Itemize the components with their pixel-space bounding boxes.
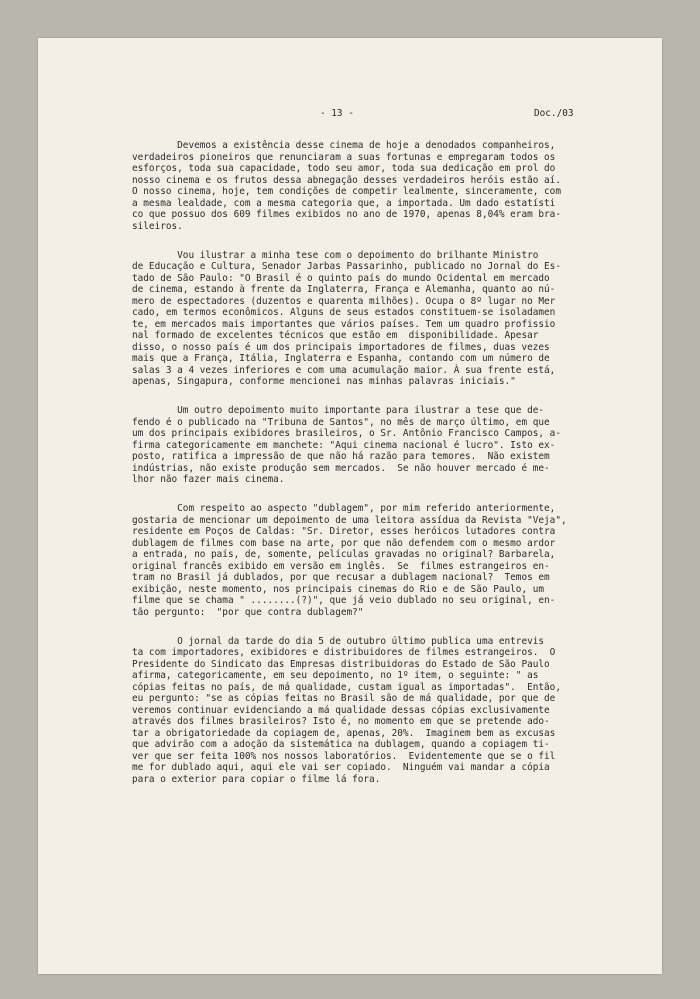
text-line: nosso cinema e os frutos dessa abnegação desses verdadeiros heróis estão aí. <box>132 174 561 186</box>
text-line: firma categoricamente em manchete: "Aqui cinema nacional é lucro". Isto ex- <box>132 439 556 451</box>
text-line: a mesma lealdade, com a mesma categoria que, a importada. Um dado estatísti <box>132 197 556 209</box>
text-line: Devemos a existência desse cinema de hoje a denodados companheiros, <box>132 140 556 151</box>
text-line: veremos continuar evidenciando a má qualidade dessas cópias exclusivamente <box>132 704 550 716</box>
document-page <box>38 38 662 974</box>
text-line: esforços, toda sua capacidade, todo seu amor, toda sua dedicação em prol do <box>132 163 556 174</box>
paragraph <box>132 405 608 486</box>
text-line: Vou ilustrar a minha tese com o depoimento do brilhante Ministro <box>132 249 539 261</box>
text-line: que advirão com a adoção da sistemática na dublagem, quando a copiagem ti- <box>132 739 550 750</box>
text-line: O jornal da tarde do dia 5 de outubro último publica uma entrevis <box>132 635 545 647</box>
text-line: posto, ratifica a impressão de que não há razão para temores. Não existem <box>132 451 550 462</box>
text-line: a entrada, no país, de, somente, películas gravadas no original? Barbarela, <box>132 549 556 560</box>
text-line: através dos filmes brasileiros? Isto é, no momento em que se pretende ado- <box>132 716 550 727</box>
text-line: Um outro depoimento muito importante para ilustrar a tese que de- <box>132 405 545 416</box>
text-line: residente em Poços de Caldas: "Sr. Diretor, esses heróicos lutadores contra <box>132 526 556 537</box>
paragraph <box>132 503 608 618</box>
text-line: mais que a França, Itália, Inglaterra e Espanha, contando com um número de <box>132 353 550 364</box>
text-line: disso, o nosso país é um dos principais importadores de filmes, duas vezes <box>132 341 550 353</box>
paragraph <box>132 250 608 388</box>
text-line: apenas, Singapura, conforme mencionei nas minhas palavras iniciais." <box>132 376 516 387</box>
text-line: filme que se chama " ........(?)", que já veio dublado no seu original, en- <box>132 595 556 606</box>
text-line: eu pergunto: "se as cópias feitas no Brasil são de má qualidade, por que de <box>132 693 556 704</box>
text-line: nal formado de excelentes técnicos que estão em disponibilidade. Apesar <box>132 330 539 341</box>
text-line: me for dublado aqui, aqui ele vai ser copiado. Ninguém vai mandar a cópia <box>132 762 550 773</box>
text-line: de cinema, estando à frente da Inglaterra, França e Alemanha, quanto ao nú- <box>132 284 556 295</box>
text-line: Com respeito ao aspecto "dublagem", por mim referido anteriormente, <box>132 503 556 514</box>
text-line: lhor não fazer mais cinema. <box>132 474 285 485</box>
text-line: gostaria de mencionar um depoimento de uma leitora assídua da Revista "Veja", <box>132 514 567 526</box>
text-line: tar a obrigatoriedade da copiagem de, apenas, 20%. Imaginem bem as excusas <box>132 727 556 739</box>
text-line: cado, em termos econômicos. Alguns de seus estados constituem-se isoladamen <box>132 307 556 318</box>
text-line: sileiros. <box>132 220 183 232</box>
text-line: O nosso cinema, hoje, tem condições de competir lealmente, sinceramente, com <box>132 186 561 197</box>
text-line: ta com importadores, exibidores e distribuidores de filmes estrangeiros. O <box>132 647 556 658</box>
text-line: indústrias, não existe produção sem mercados. Se não houver mercado é me- <box>132 462 550 474</box>
text-line: salas 3 a 4 vezes inferiores e com uma acumulação maior. À sua frente está, <box>132 364 556 376</box>
text-line: exibição, neste momento, nos principais cinemas do Rio e de São Paulo, um <box>132 583 545 595</box>
text-line: afirma, categoricamente, em seu depoimento, no 1º item, o seguinte: " as <box>132 670 539 681</box>
page-number: - 13 - <box>320 108 354 119</box>
text-line: de Educação e Cultura, Senador Jarbas Passarinho, publicado no Jornal do Es- <box>132 261 561 272</box>
text-line: um dos principais exibidores brasileiros, o Sr. Antônio Francisco Campos, a- <box>132 428 561 439</box>
paragraph <box>132 636 608 786</box>
text-line: mero de espectadores (duzentos e quarenta milhões). Ocupa o 8º lugar no Mer <box>132 295 556 307</box>
text-line: original francês exibido em versão em inglês. Se filmes estrangeiros en- <box>132 560 550 572</box>
document-reference: Doc./03 <box>534 108 574 119</box>
paragraph <box>132 140 608 232</box>
text-line: tão pergunto: "por que contra dublagem?" <box>132 606 364 618</box>
text-line: dublagem de filmes com base na arte, por que não defendem com o mesmo ardor <box>132 537 556 549</box>
text-line: tram no Brasil já dublados, por que recusar a dublagem nacional? Temos em <box>132 572 550 583</box>
page-header <box>38 108 662 122</box>
text-line: verdadeiros pioneiros que renunciaram a suas fortunas e empregaram todos os <box>132 151 556 163</box>
text-line: cópias feitas no país, de má qualidade, custam igual as importadas". Então, <box>132 681 561 693</box>
text-line: co que possuo dos 609 filmes exibidos no ano de 1970, apenas 8,04% eram bra- <box>132 209 561 220</box>
document-body <box>132 140 608 803</box>
text-line: fendo é o publicado na "Tribuna de Santos", no mês de março último, em que <box>132 416 550 428</box>
text-line: tado de São Paulo: "O Brasil é o quinto país do mundo Ocidental em mercado <box>132 272 550 284</box>
text-line: Presidente do Sindicato das Empresas distribuidoras do Estado de São Paulo <box>132 658 550 670</box>
text-line: ver que ser feita 100% nos nossos laboratórios. Evidentemente que se o fil <box>132 750 556 762</box>
text-line: te, em mercados mais importantes que vários países. Tem um quadro profissio <box>132 318 556 330</box>
text-line: para o exterior para copiar o filme lá fora. <box>132 773 381 785</box>
